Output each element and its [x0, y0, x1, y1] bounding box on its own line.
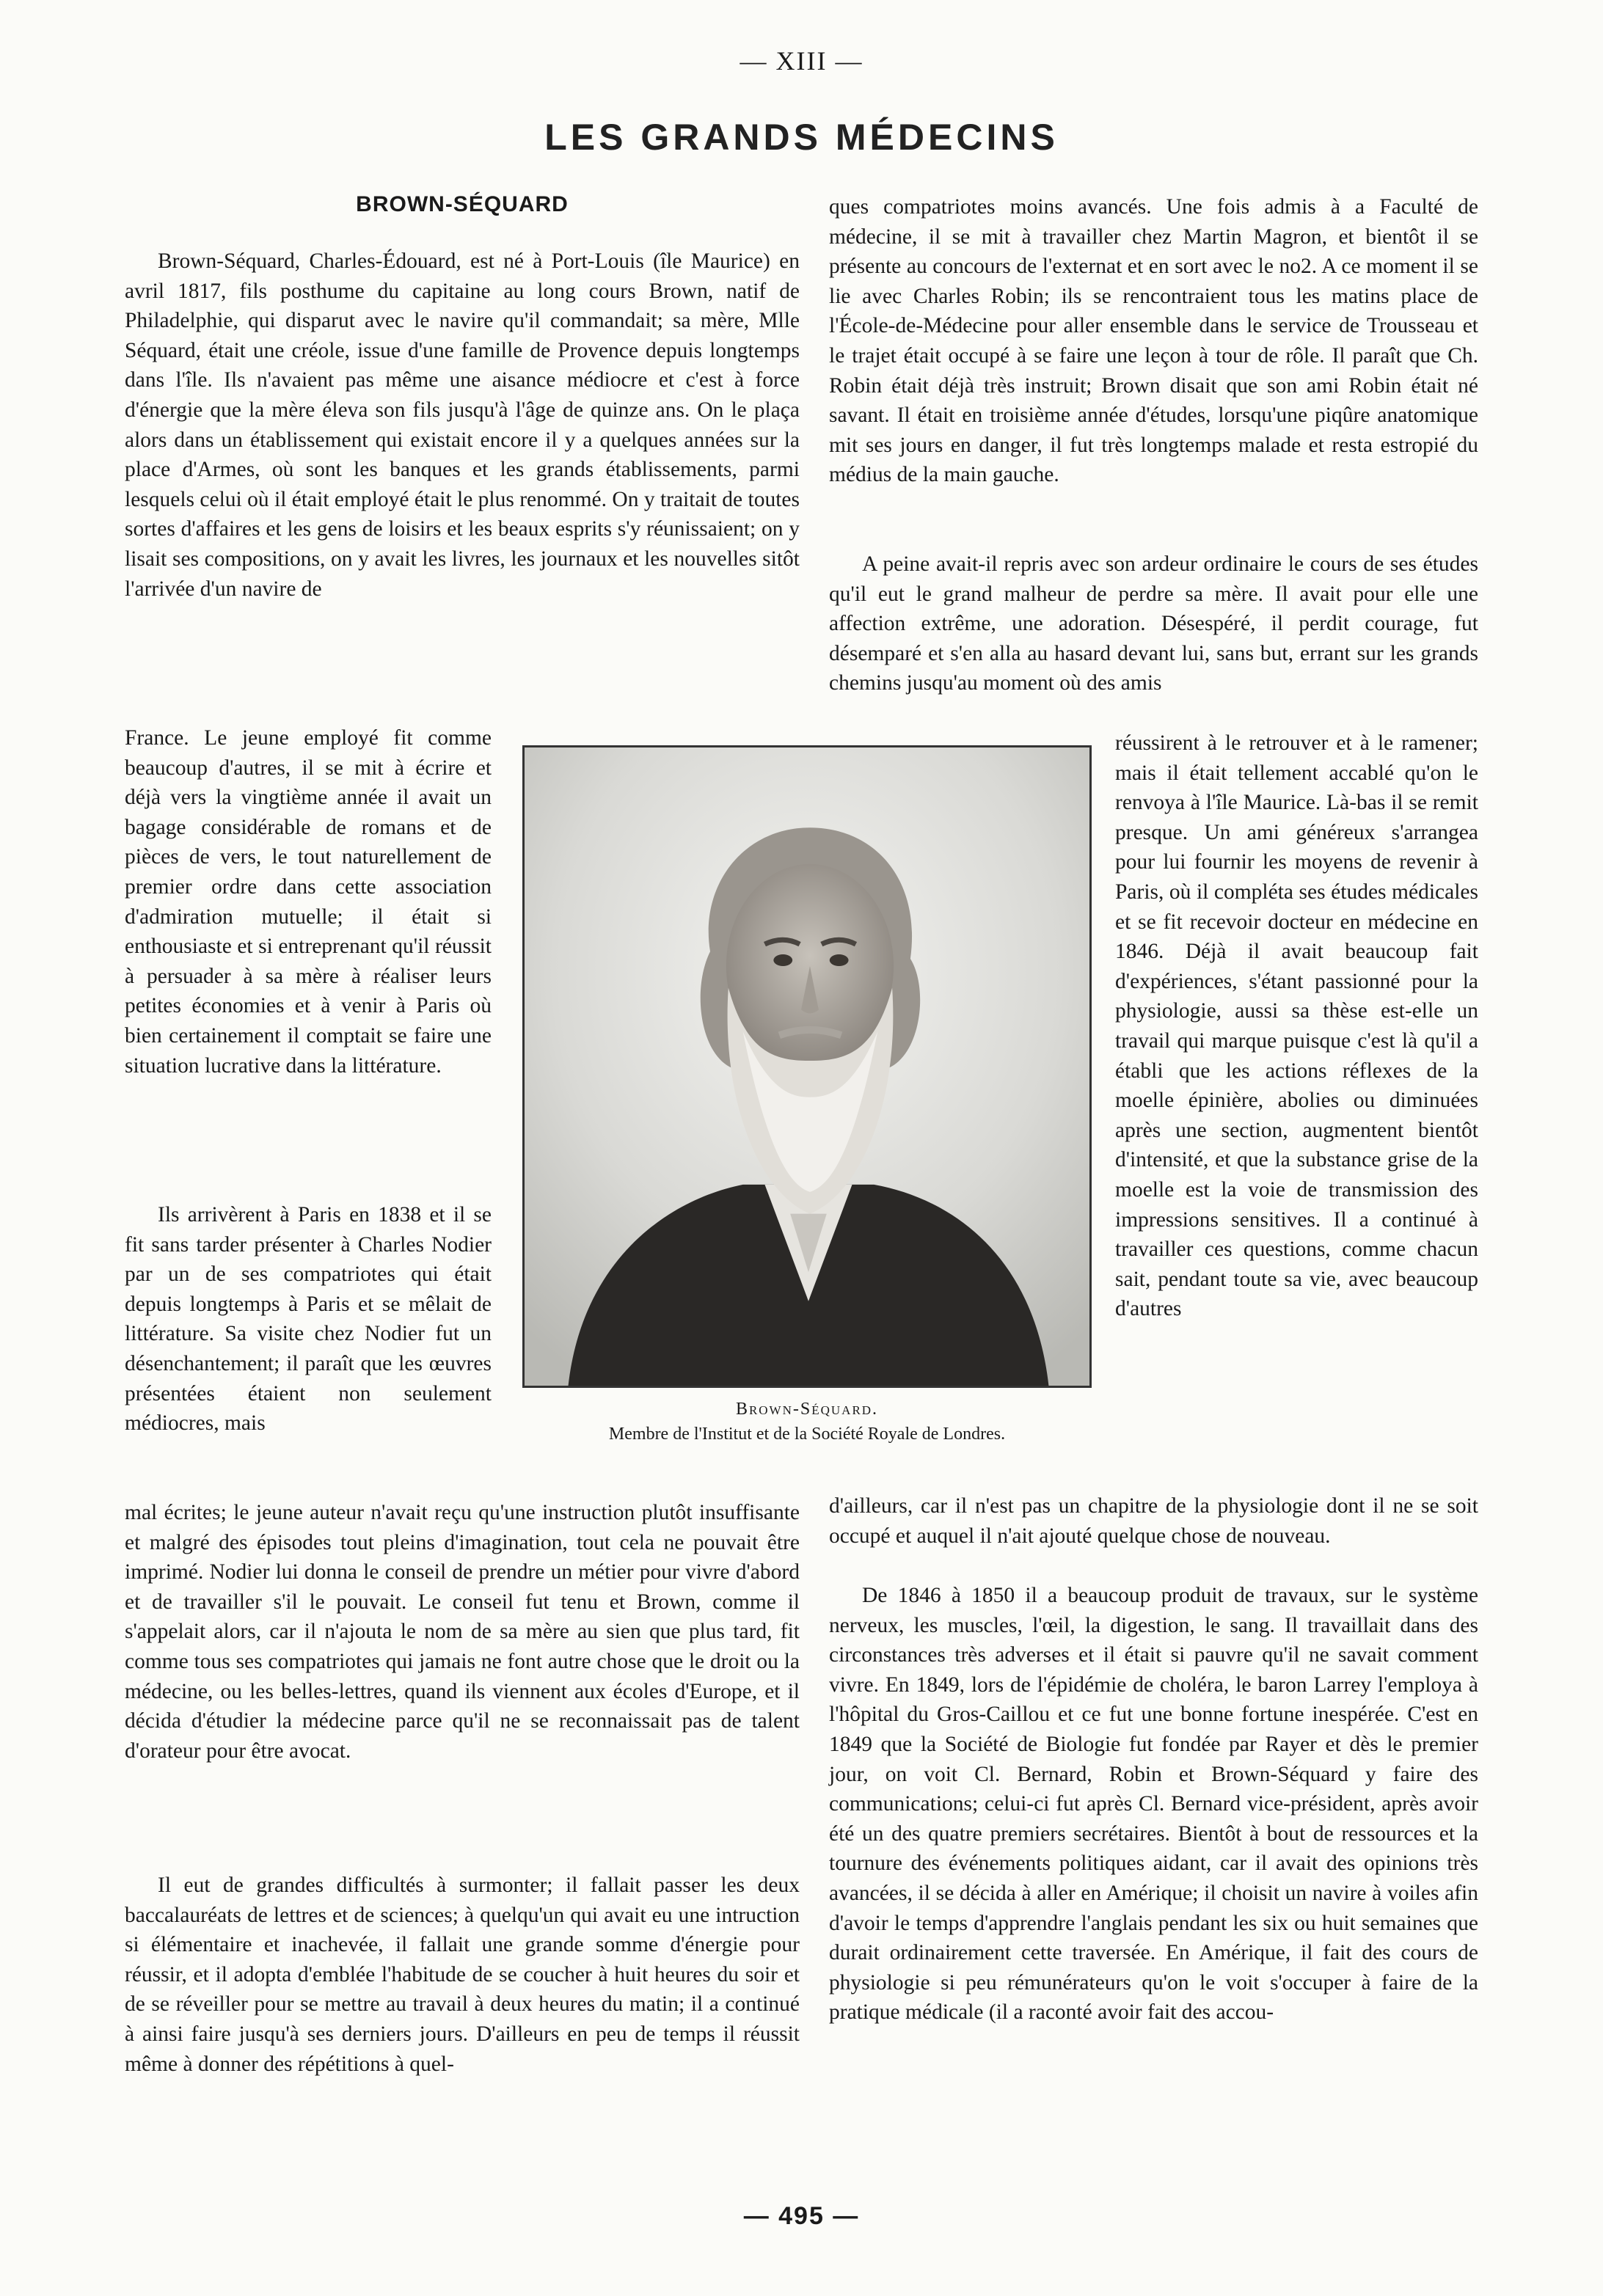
page-number-top: — XIII —	[740, 46, 863, 76]
paragraph-physiology: d'ailleurs, car il n'est pas un chapitre de la physiologie dont il ne se soit occupé et auquel il n'ait ajouté quelque chose de nouveau.	[829, 1494, 1478, 1548]
paragraph-mother-loss: A peine avait-il repris avec son ardeur ordinaire le cours de ses études qu'il eut le grand malheur de perdre sa mère. Il avait pour elle une affection extrême, une adoration. Désespéré, il perdit courage, fut désemparé et s'en alla au hasard devant lui, sans but, errant sur les grands chemins jusqu'au moment où des amis	[829, 552, 1478, 695]
paragraph-faculty: ques compatriotes moins avancés. Une fois admis à a Faculté de médecine, il se mit à travailler chez Martin Magron, et bientôt il se présente au concours de l'externat et en sort avec le no2. A ce moment il se lie avec Charles Robin; ils se rencontraient tous les matins place de l'École-de-Médecine pour aller ensemble dans le service de Trousseau et le trajet était occupé à se faire une leçon à tour de rôle. Il paraît que Ch. Robin était déjà très instruit; Brown disait que son ami Robin était né savant. Il était en troisième année d'études, lorsqu'une piqûre anatomique mit ses jours en danger, il fut très longtemps malade et resta estropié du médius de la main gauche.	[829, 195, 1478, 487]
portrait-illustration	[525, 747, 1089, 1386]
paragraph-birth: Brown-Séquard, Charles-Édouard, est né à Port-Louis (île Maurice) en avril 1817, fils posthume du capitaine au long cours Brown, natif de Philadelphie, qui disparut avec le navire qu'il commandait; sa mère, Mlle Séquard, était une créole, issue d'une famille de Provence depuis longtemps dans l'île. Ils n'avaient pas même une aisance médiocre et c'est à force d'énergie que la mère éleva son fils jusqu'à l'âge de quinze ans. On le plaça alors dans un établissement qui existait encore il y a quelques années sur la place d'Armes, où sont les banques et les grands établissements, parmi lesquels celui où il était employé était le plus renommé. On y traitait de toutes sortes d'affaires et les gens de loisirs et les beaux esprits s'y réunissaient; on y lisait ses compositions, on y avait les livres, les journaux et les nouvelles sitôt l'arrivée d'un navire de	[125, 249, 800, 601]
paragraph-paris-arrival: Ils arrivèrent à Paris en 1838 et il se fit sans tarder présenter à Charles Nodier par un de ses compatriotes qui était depuis longtemps à Paris et se mêlait de littérature. Sa visite chez Nodier fut un désenchantement; il paraît que les œuvres présentées étaient non seulement médiocres, mais	[125, 1203, 492, 1436]
paragraph-young-employee: France. Le jeune employé fit comme beaucoup d'autres, il se mit à écrire et déjà vers la vingtième année il avait un bagage considérable de romans et de pièces de vers, le tout naturellement de premier ordre dans cette association d'admiration mutuelle; il était si enthousiaste et si entreprenant qu'il réussit à persuader à sa mère à réaliser leurs petites économies et à venir à Paris où bien certainement il comptait se faire une situation lucrative dans la littérature.	[125, 726, 492, 1078]
paragraph-nodier-advice: mal écrites; le jeune auteur n'avait reçu qu'une instruction plutôt insuffisante et malgré des épisodes tout pleins d'imagination, tout cela ne pouvait être imprimé. Nodier lui donna le conseil de prendre un métier pour vivre d'abord et de travailler s'il le pouvait. Le conseil fut tenu et Brown, comme il s'appelait alors, car il n'ajouta le nom de sa mère au sien que plus tard, fit comme tous ses compatriotes qui jamais ne font autre chose que le droit ou la médecine, ou les belles-lettres, quand ils viennent aux écoles d'Europe, et il décida d'étudier la médecine parce qu'il ne se reconnaissait pas de talent d'orateur pour être avocat.	[125, 1501, 800, 1763]
page-number-bottom: — 495 —	[743, 2202, 860, 2230]
portrait-photo	[522, 745, 1092, 1388]
article-heading: BROWN-SÉQUARD	[356, 192, 569, 216]
caption-description: Membre de l'Institut et de la Société Royale de Londres.	[608, 1425, 1006, 1444]
caption-name: Brown-Séquard.	[735, 1400, 879, 1419]
page-title: LES GRANDS MÉDECINS	[544, 117, 1059, 158]
paragraph-return-paris: réussirent à le retrouver et à le ramener; mais il était tellement accablé qu'on le renvoya à l'île Maurice. Là-bas il se remit presque. Un ami généreux s'arrangea pour lui fournir les moyens de revenir à Paris, où il compléta ses études médicales et se fit recevoir docteur en médecine en 1846. Déjà il avait beaucoup fait d'expériences, s'étant passionné pour la physiologie, aussi sa thèse est-elle un travail qui marque puisque c'est là qu'il a établi que les actions réflexes de la moelle épinière, abolies ou diminuées après une section, augmentent bientôt d'intensité, et que la substance grise de la moelle est la voie de transmission des impressions sensitives. Il a continué à travailler ces questions, comme chacun sait, pendant toute sa vie, avec beaucoup d'autres	[1115, 731, 1478, 1321]
paragraph-difficulties: Il eut de grandes difficultés à surmonter; il fallait passer les deux baccalauréats de lettres et de sciences; à quelqu'un qui avait eu une intruction si élémentaire et inachevée, il fallait une grande somme d'énergie pour réussir, et il adopta d'emblée l'habitude de se coucher à huit heures du soir et de se réveiller pour se mettre au travail à deux heures du matin; il a continué à ainsi faire jusqu'à ses derniers jours. D'ailleurs en peu de temps il réussit même à donner des répétitions à quel-	[125, 1873, 800, 2076]
paragraph-works-america: De 1846 à 1850 il a beaucoup produit de travaux, sur le système nerveux, les muscles, l'œil, la digestion, le sang. Il travaillait dans des circonstances très adverses et il était si pauvre qu'il ne savait comment vivre. En 1849, lors de l'épidémie de choléra, le baron Larrey l'employa à l'hôpital du Gros-Caillou et ce fut une bonne fortune inespérée. C'est en 1849 que la Société de Biologie fut fondée par Rayer et dès le premier jour, on voit Cl. Bernard, Robin et Brown-Séquard y faire des communications; celui-ci fut après Cl. Bernard vice-président, après avoir été un des quatre premiers secrétaires. Bientôt à bout de ressources et la tournure des événements politiques aidant, car il avait des opinions très avancées, il se décida à aller en Amérique; il choisit un navire à voiles afin d'avoir le temps d'apprendre l'anglais pendant les six ou huit semaines que durait ordinairement cette traversée. En Amérique, il fait des cours de physiologie si peu rémunérateurs qu'on le voit s'occuper à faire de la pratique médicale (il a raconté avoir fait des accou-	[829, 1584, 1478, 2025]
